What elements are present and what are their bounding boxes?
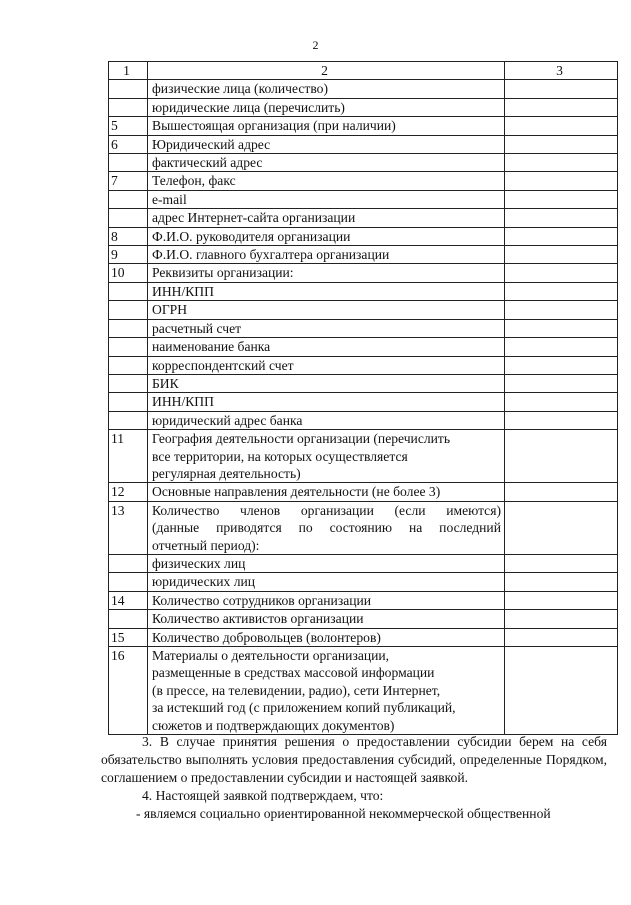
row-value-cell: [505, 430, 618, 483]
row-description-cell: [148, 501, 505, 554]
row-description-cell: [148, 356, 505, 374]
table-row: [109, 154, 618, 172]
table-row: [109, 554, 618, 572]
row-description-cell: [148, 135, 505, 153]
row-description-cell: [148, 227, 505, 245]
table-row: [109, 80, 618, 98]
row-description-line: корреспондентский счет: [152, 357, 294, 373]
row-number-cell: [109, 190, 148, 208]
row-description-cell: [148, 647, 505, 735]
row-description-line: за истекший год (с приложением копий публикаций,: [152, 700, 456, 716]
row-description-line: расчетный счет: [152, 320, 242, 336]
row-value-cell: [505, 319, 618, 337]
table-row: [109, 98, 618, 116]
application-form-table: [108, 61, 618, 735]
table-row: [109, 647, 618, 735]
row-description-line: Реквизиты организации:: [152, 265, 294, 281]
row-number-cell: [109, 573, 148, 591]
row-description-cell: [148, 172, 505, 190]
row-number-cell: [109, 356, 148, 374]
row-description-line: отчетный период):: [152, 537, 260, 553]
table-row: [109, 591, 618, 609]
row-number-cell: 13: [109, 501, 148, 554]
row-number-cell: [109, 98, 148, 116]
row-description-cell: [148, 319, 505, 337]
table-row: [109, 264, 618, 282]
row-description-cell: [148, 411, 505, 429]
row-description-cell: [148, 190, 505, 208]
table-row: [109, 338, 618, 356]
table-row: [109, 628, 618, 646]
row-description-line: Основные направления деятельности (не более 3): [152, 484, 441, 500]
row-description-line: Материалы о деятельности организации,: [152, 648, 390, 663]
row-value-cell: [505, 554, 618, 572]
row-description-cell: [148, 591, 505, 609]
row-number-cell: 15: [109, 628, 148, 646]
row-description-line: БИК: [152, 375, 179, 391]
row-description-cell: [148, 374, 505, 392]
table-row: [109, 172, 618, 190]
row-value-cell: [505, 80, 618, 98]
row-description-cell: [148, 209, 505, 227]
row-description-line: (в прессе, на телевидении, радио), сети Интернет,: [152, 682, 441, 698]
row-number-cell: 14: [109, 591, 148, 609]
row-value-cell: [505, 591, 618, 609]
row-description-line: Телефон, факс: [152, 173, 236, 189]
row-description-line: физических лиц: [152, 555, 246, 571]
row-number-cell: 11: [109, 430, 148, 483]
row-description-cell: [148, 98, 505, 116]
row-description-line: физические лица (количество): [152, 81, 328, 97]
row-value-cell: [505, 227, 618, 245]
row-description-cell: [148, 301, 505, 319]
row-description-cell: [148, 393, 505, 411]
row-value-cell: [505, 411, 618, 429]
row-description-cell: [148, 338, 505, 356]
row-number-cell: [109, 80, 148, 98]
header-cell-col1: 1: [109, 62, 148, 80]
row-number-cell: 9: [109, 246, 148, 264]
row-number-cell: 8: [109, 227, 148, 245]
row-number-cell: [109, 610, 148, 628]
row-description-cell: [148, 483, 505, 501]
declaration-text: [101, 733, 607, 823]
row-value-cell: [505, 374, 618, 392]
row-value-cell: [505, 117, 618, 135]
table-row: [109, 483, 618, 501]
row-description-line: ИНН/КПП: [152, 394, 214, 410]
row-value-cell: [505, 573, 618, 591]
form-table-body: [109, 62, 618, 735]
row-description-cell: [148, 610, 505, 628]
row-value-cell: [505, 501, 618, 554]
row-description-line: География деятельности организации (перечислить: [152, 431, 451, 447]
row-number-cell: 12: [109, 483, 148, 501]
table-row: [109, 356, 618, 374]
row-number-cell: 5: [109, 117, 148, 135]
row-description-cell: [148, 282, 505, 300]
row-value-cell: [505, 393, 618, 411]
row-value-cell: [505, 209, 618, 227]
table-row: [109, 117, 618, 135]
table-row: [109, 374, 618, 392]
row-number-cell: 6: [109, 135, 148, 153]
row-description-line: сюжетов и подтверждающих документов): [152, 717, 395, 733]
table-row: [109, 209, 618, 227]
table-row: [109, 282, 618, 300]
table-row: [109, 573, 618, 591]
row-number-cell: [109, 411, 148, 429]
row-value-cell: [505, 628, 618, 646]
table-row: [109, 393, 618, 411]
page-number: 2: [312, 38, 319, 52]
row-description-cell: [148, 117, 505, 135]
row-value-cell: [505, 154, 618, 172]
row-description-line: e-mail: [152, 191, 187, 207]
row-description-line: регулярная деятельность): [152, 465, 301, 481]
row-number-cell: [109, 554, 148, 572]
row-description-line: фактический адрес: [152, 155, 263, 171]
row-description-line: ОГРН: [152, 302, 188, 318]
row-number-cell: [109, 209, 148, 227]
row-number-cell: 16: [109, 647, 148, 735]
table-header-row: [109, 62, 618, 80]
row-description-cell: [148, 430, 505, 483]
row-description-line: наименование банка: [152, 339, 271, 355]
row-number-cell: [109, 374, 148, 392]
row-description-cell: [148, 264, 505, 282]
row-number-cell: [109, 154, 148, 172]
table-row: [109, 246, 618, 264]
row-description-line: Вышестоящая организация (при наличии): [152, 118, 396, 134]
row-description-line: все территории, на которых осуществляется: [152, 448, 408, 464]
row-value-cell: [505, 647, 618, 735]
table-row: [109, 301, 618, 319]
row-description-line: (данные приводятся по состоянию на последний: [152, 520, 501, 536]
header-cell-col2: 2: [148, 62, 505, 80]
table-row: [109, 430, 618, 483]
row-value-cell: [505, 282, 618, 300]
row-value-cell: [505, 301, 618, 319]
row-number-cell: [109, 282, 148, 300]
table-row: [109, 610, 618, 628]
row-value-cell: [505, 135, 618, 153]
row-description-line: Ф.И.О. главного бухгалтера организации: [152, 247, 390, 263]
row-description-cell: [148, 573, 505, 591]
row-description-line: ИНН/КПП: [152, 283, 214, 299]
row-description-line: юридических лиц: [152, 574, 256, 590]
header-cell-col3: 3: [505, 62, 618, 80]
row-value-cell: [505, 264, 618, 282]
row-value-cell: [505, 246, 618, 264]
paragraph-confirmation: 4. Настоящей заявкой подтверждаем, что:: [142, 788, 384, 803]
row-number-cell: [109, 338, 148, 356]
row-description-line: юридические лица (перечислить): [152, 99, 345, 115]
row-description-cell: [148, 554, 505, 572]
row-description-line: размещенные в средствах массовой информации: [152, 665, 435, 681]
row-value-cell: [505, 190, 618, 208]
row-description-cell: [148, 80, 505, 98]
row-description-line: Количество активистов организации: [152, 611, 364, 627]
table-row: [109, 227, 618, 245]
row-value-cell: [505, 172, 618, 190]
row-description-line: адрес Интернет-сайта организации: [152, 210, 356, 226]
row-number-cell: 10: [109, 264, 148, 282]
row-description-cell: [148, 246, 505, 264]
table-row: [109, 411, 618, 429]
row-description-cell: [148, 154, 505, 172]
row-description-line: юридический адрес банка: [152, 412, 303, 428]
row-number-cell: [109, 301, 148, 319]
row-value-cell: [505, 338, 618, 356]
row-number-cell: [109, 319, 148, 337]
table-row: [109, 135, 618, 153]
row-description-line: Количество членов организации (если имеются): [152, 502, 501, 518]
row-description-cell: [148, 628, 505, 646]
row-description-line: Ф.И.О. руководителя организации: [152, 228, 351, 244]
table-row: [109, 319, 618, 337]
row-description-line: Количество добровольцев (волонтеров): [152, 629, 381, 645]
row-number-cell: [109, 393, 148, 411]
table-row: [109, 190, 618, 208]
table-row: [109, 501, 618, 554]
row-value-cell: [505, 610, 618, 628]
bullet-item-status: - являемся социально ориентированной некоммерческой общественной: [136, 806, 551, 821]
row-value-cell: [505, 98, 618, 116]
row-number-cell: 7: [109, 172, 148, 190]
row-description-line: Количество сотрудников организации: [152, 592, 372, 608]
row-value-cell: [505, 356, 618, 374]
row-description-line: Юридический адрес: [152, 136, 271, 152]
paragraph-obligation: 3. В случае принятия решения о предоставлении субсидии берем на себя обязательство выполнять условия предоставления субсидий, определенные Порядком, соглашением о предоставлении субсидии и настоящей заявкой.: [101, 734, 607, 785]
row-value-cell: [505, 483, 618, 501]
